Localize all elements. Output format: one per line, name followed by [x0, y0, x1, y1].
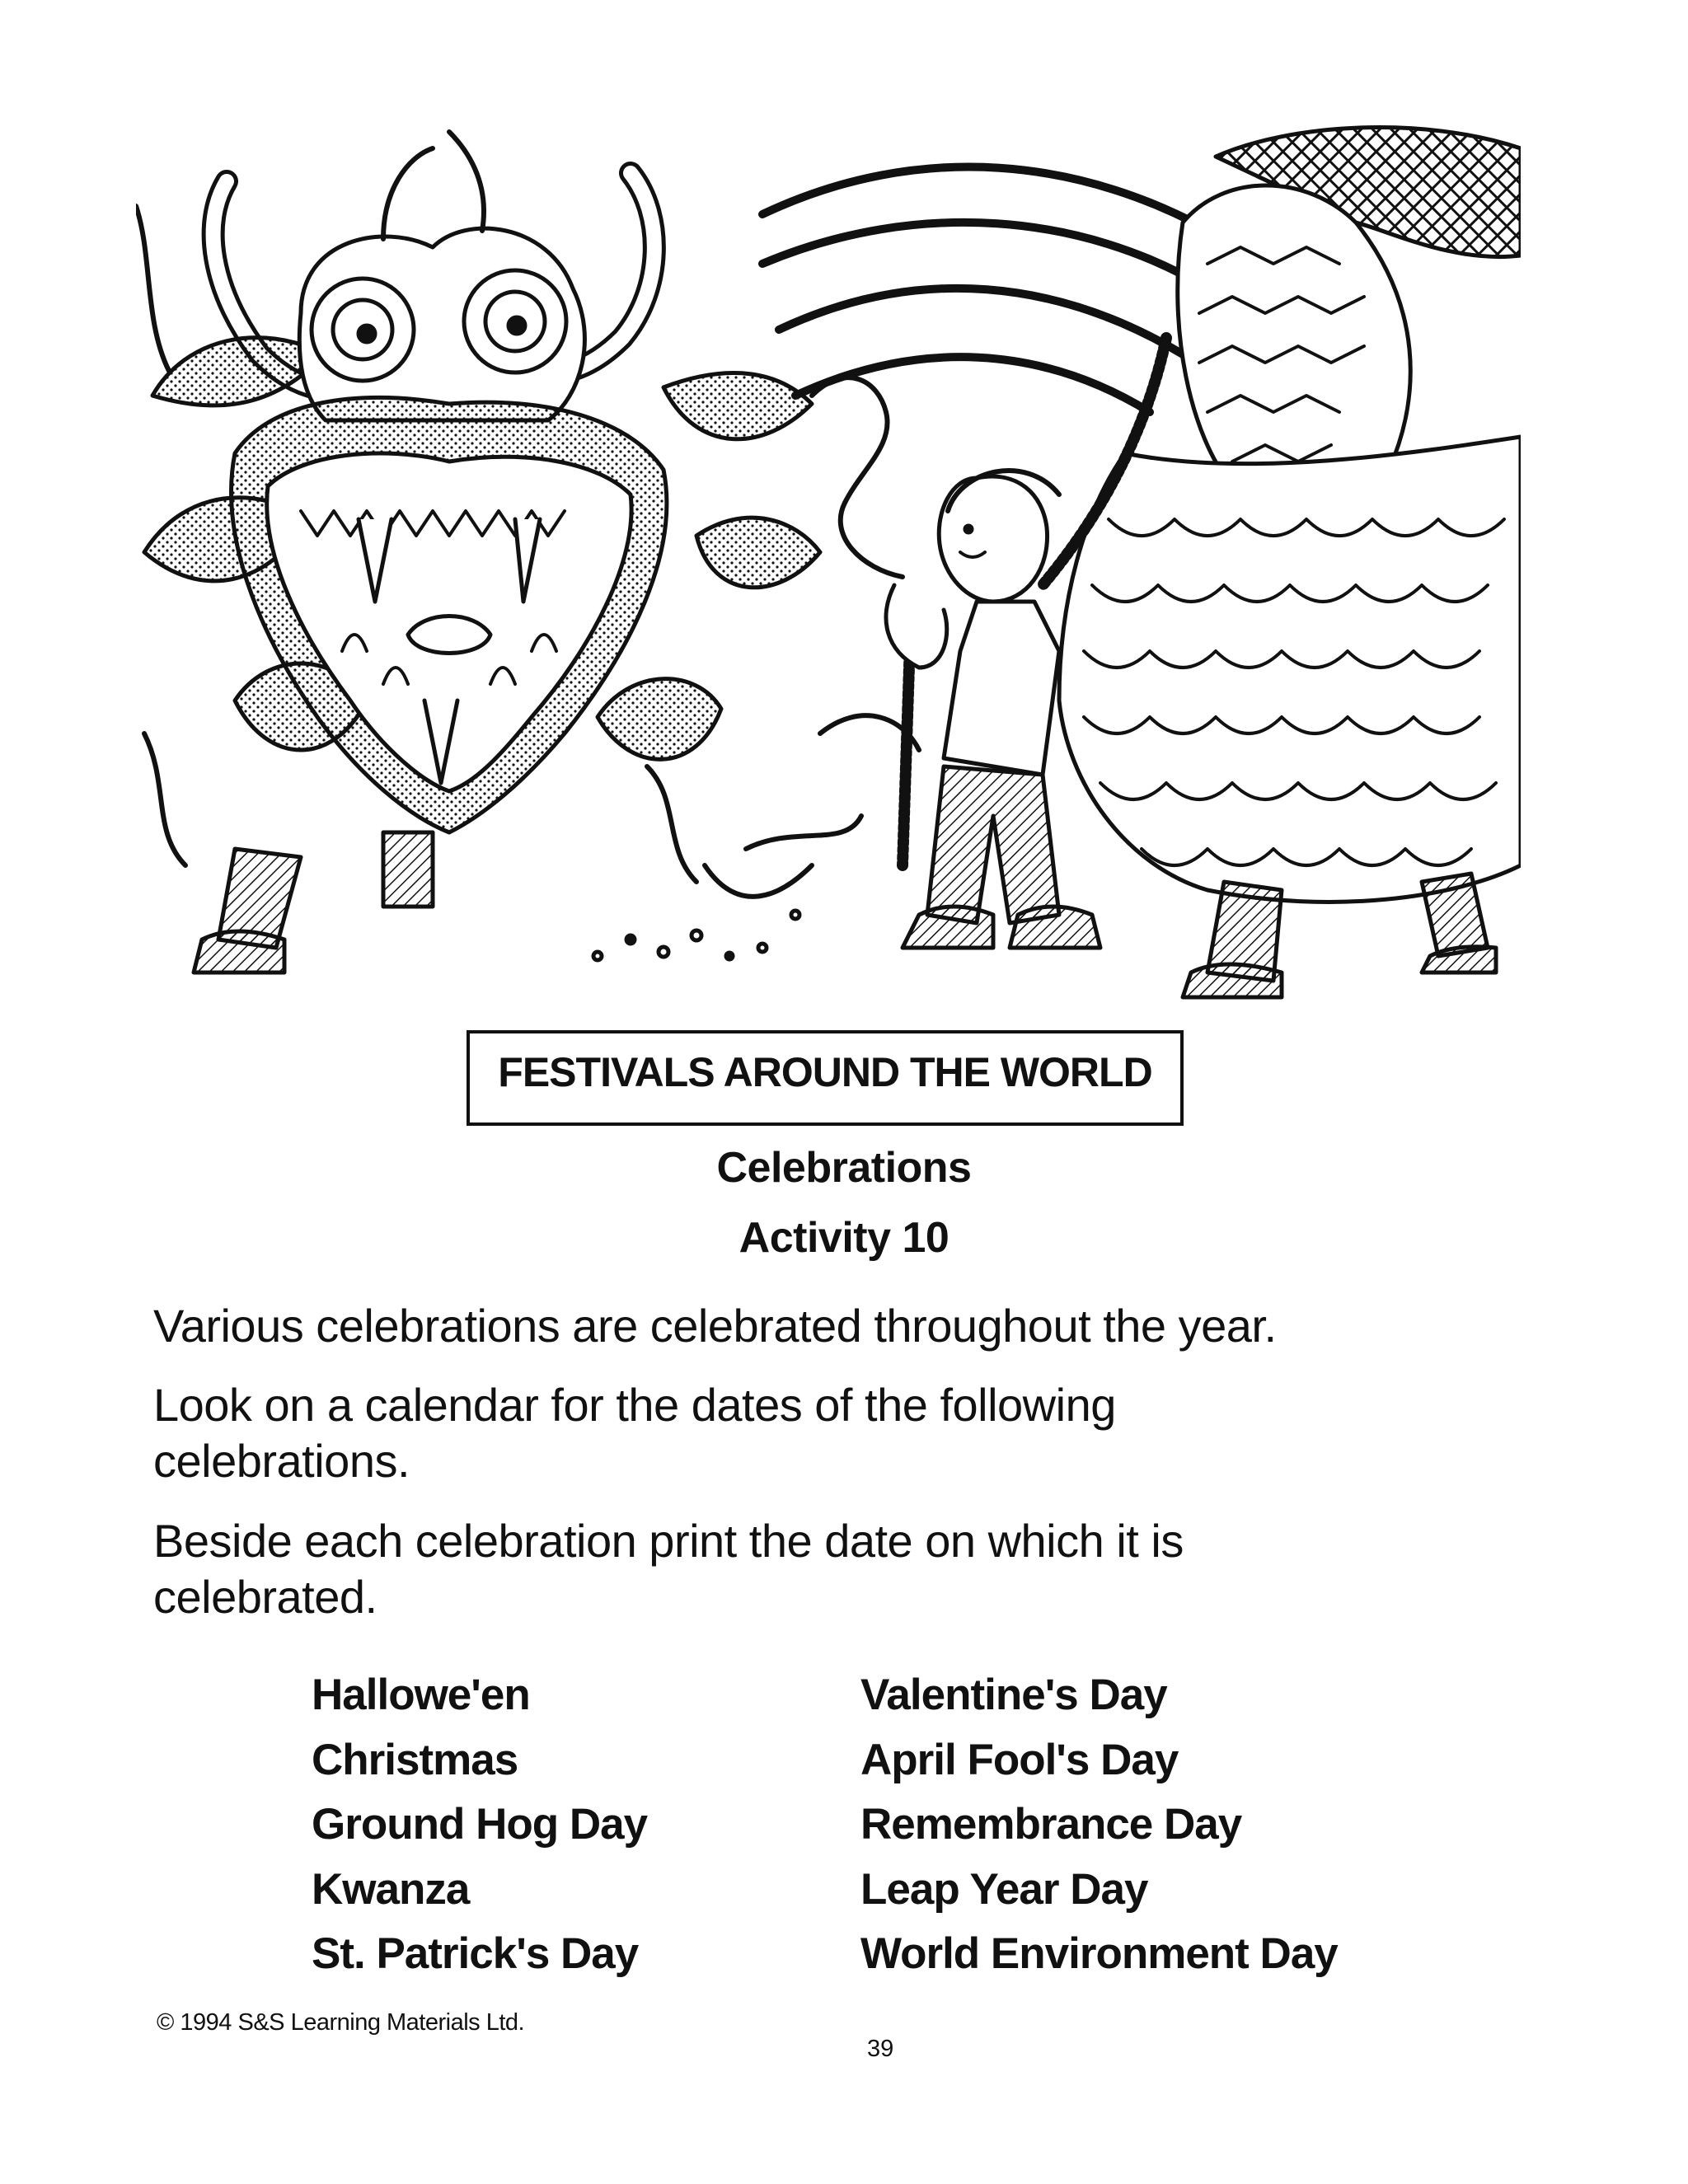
page-title: FESTIVALS AROUND THE WORLD: [498, 1049, 1152, 1095]
celebration-item: Remembrance Day: [860, 1800, 1242, 1849]
celebration-item: St. Patrick's Day: [312, 1929, 639, 1978]
celebration-item: Kwanza: [312, 1864, 470, 1914]
page-number: 39: [867, 2036, 894, 2062]
celebration-item: Leap Year Day: [860, 1864, 1148, 1914]
celebration-list-right: [860, 1663, 1338, 1987]
celebration-item: World Environment Day: [860, 1929, 1338, 1978]
copyright-notice: © 1994 S&S Learning Materials Ltd.: [157, 2009, 525, 2036]
celebration-item: Ground Hog Day: [312, 1800, 648, 1849]
activity-label: Activity 10: [738, 1214, 950, 1262]
celebration-item: Christmas: [312, 1735, 518, 1784]
celebration-list-left: [312, 1663, 647, 1987]
dragon-dance-illustration: [136, 124, 1521, 1018]
celebration-item: Hallowe'en: [312, 1671, 530, 1719]
instruction-paragraph-1: Various celebrations are celebrated throughout the year.: [153, 1300, 1277, 1352]
celebration-item: Valentine's Day: [860, 1671, 1167, 1719]
instruction-paragraph-3: Beside each celebration print the date on which it is celebrated.: [153, 1515, 1184, 1623]
title-box: [467, 1030, 1184, 1126]
section-subtitle: Celebrations: [716, 1144, 972, 1192]
instruction-paragraph-2: Look on a calendar for the dates of the following celebrations.: [153, 1379, 1116, 1487]
celebration-item: April Fool's Day: [860, 1735, 1179, 1784]
